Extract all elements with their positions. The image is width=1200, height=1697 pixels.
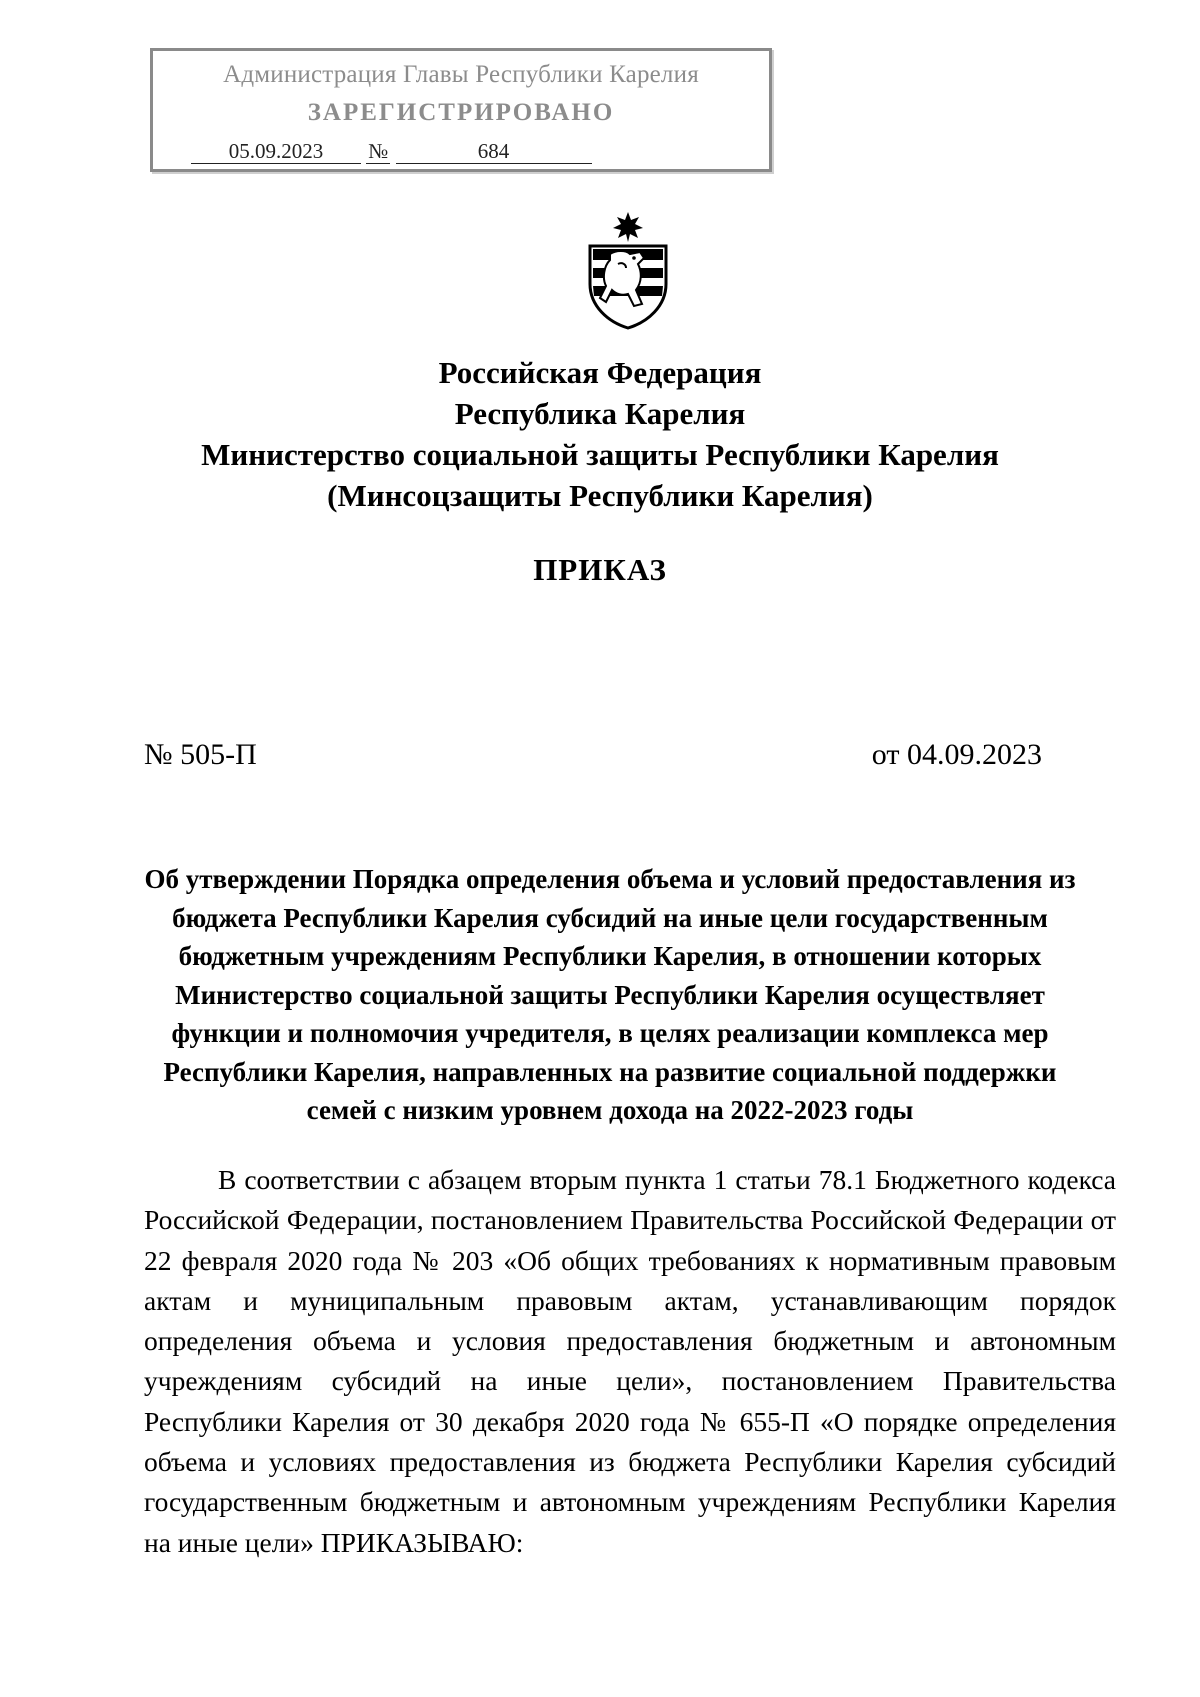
stamp-organization: Администрация Главы Республики Карелия (223, 61, 699, 88)
header-ministry: Министерство социальной защиты Республики Карелия (201, 437, 999, 472)
order-date: от 04.09.2023 (871, 738, 1042, 771)
document-body (144, 1160, 1116, 1563)
order-number: № 505-П (144, 738, 257, 771)
header-country: Российская Федерация (438, 355, 762, 390)
order-subject: Об утверждении Порядка определения объема и условий предоставления из бюджета Республики Карелия субсидий на иные цели государственным бюджетным учреждениям Республики Карелия, в отношении которых Министерство социальной защиты Республики Карелия осуществляет функции и полномочия учредителя, в целях реализации комплекса мер Республики Карелия, направленных на развитие социальной поддержки семей с низким уровнем дохода на 2022-2023 годы (144, 864, 1076, 1125)
stamp-status: ЗАРЕГИСТРИРОВАНО (307, 99, 615, 126)
karelia-coat-of-arms-icon (580, 210, 676, 330)
header-ministry-short: (Минсоцзащиты Республики Карелия) (327, 478, 873, 513)
header-republic: Республика Карелия (454, 396, 746, 431)
document-type: ПРИКАЗ (533, 552, 667, 587)
stamp-number: 684 (396, 139, 592, 164)
registration-stamp (150, 48, 772, 172)
stamp-number-sign: № (368, 139, 389, 163)
document-header (0, 352, 1200, 516)
body-paragraph: В соответствии с абзацем вторым пункта 1 статьи 78.1 Бюджетного кодекса Российской Федерации, постановлением Правительства Российской Федерации от 22 февраля 2020 года № 203 «Об общих требованиях к нормативным правовым актам и муниципальным правовым актам, устанавливающим порядок определения объема и условия предоставления бюджетным и автономным учреждениям субсидий на иные цели», постановлением Правительства Республики Карелия от 30 декабря 2020 года № 655-П «О порядке определения объема и условиях предоставления из бюджета Республики Карелия субсидий государственным бюджетным и автономным учреждениям Республики Карелия на иные цели» ПРИКАЗЫВАЮ: (144, 1164, 1116, 1558)
stamp-date-line (191, 139, 592, 164)
stamp-date: 05.09.2023 (191, 139, 361, 164)
